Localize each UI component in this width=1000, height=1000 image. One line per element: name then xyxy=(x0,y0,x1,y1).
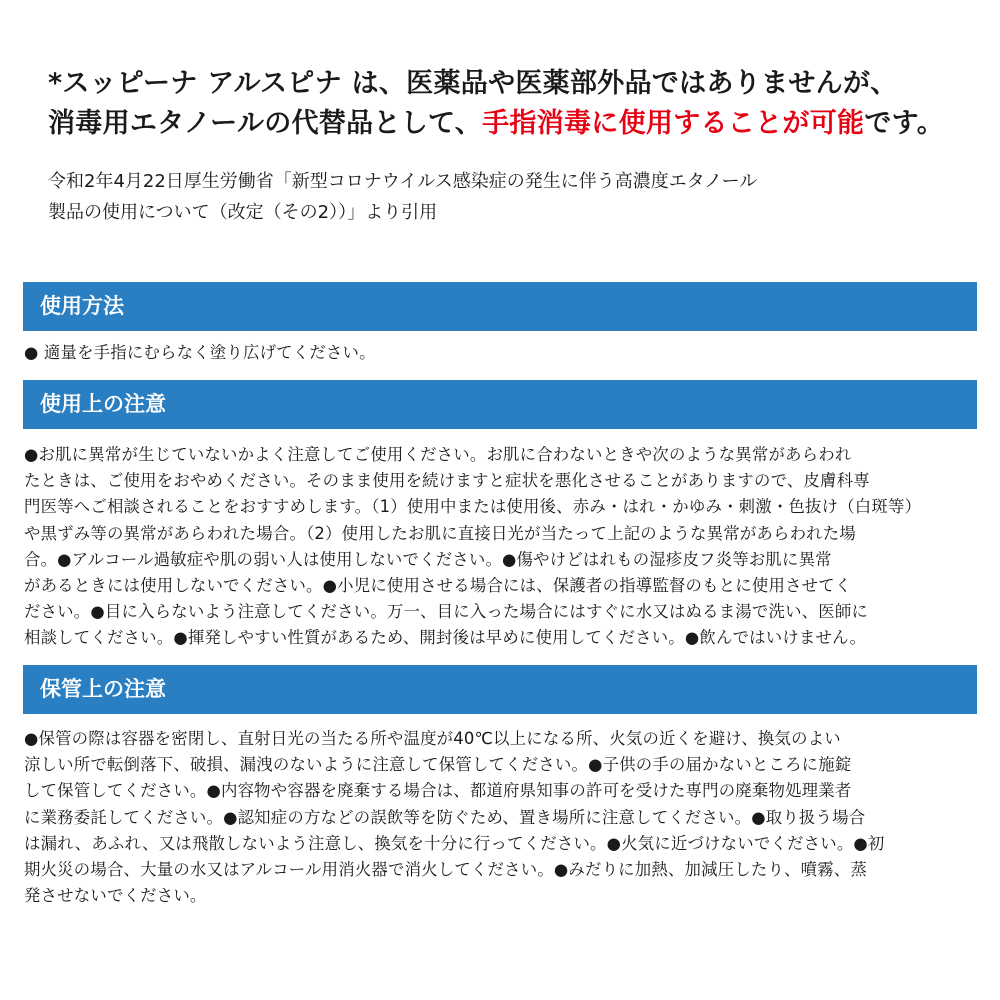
intro-highlight: 手指消毒に使用することが可能 xyxy=(482,108,865,139)
intro-statement xyxy=(48,64,968,144)
caution-header-bar xyxy=(23,380,977,429)
caution-line-7: ださい。●目に入らないよう注意してください。万一、目に入った場合にはすぐに水又はぬるま湯で洗い、医師に xyxy=(24,602,869,622)
storage-title: 保管上の注意 xyxy=(40,677,166,701)
storage-line-4: に業務委託してください。●認知症の方などの誤飲等を防ぐため、置き場所に注意してください。●取り扱う場合 xyxy=(24,807,866,827)
storage-line-2: 涼しい所で転倒落下、破損、漏洩のないように注意して保管してください。●子供の手の届かないところに施錠 xyxy=(24,755,852,775)
usage-body xyxy=(24,340,976,366)
caution-line-4: や黒ずみ等の異常があらわれた場合。（2）使用したお肌に直接日光が当たって上記のような異常があらわれた場 xyxy=(24,523,856,543)
storage-line-6: 期火災の場合、大量の水又はアルコール用消火器で消火してください。●みだりに加熱、加減圧したり、噴霧、蒸 xyxy=(24,860,868,880)
storage-line-1: ●保管の際は容器を密閉し、直射日光の当たる所や温度が40℃以上になる所、火気の近くを避け、換気のよい xyxy=(24,729,841,748)
intro-line-2 xyxy=(48,104,968,144)
caution-body xyxy=(24,442,976,652)
storage-line-7: 発させないでください。 xyxy=(24,886,207,906)
source-line-1: 令和2年4月22日厚生労働省「新型コロナウイルス感染症の発生に伴う高濃度エタノール xyxy=(48,171,758,192)
source-line-2: 製品の使用について（改定（その2））」より引用 xyxy=(48,202,438,223)
storage-line-3: して保管してください。●内容物や容器を廃棄する場合は、都道府県知事の許可を受けた専門の廃棄物処理業者 xyxy=(24,781,852,801)
intro-text-after: です。 xyxy=(864,108,945,139)
source-citation xyxy=(48,166,968,228)
intro-text-before: 消毒用エタノールの代替品として、 xyxy=(48,108,483,139)
caution-line-2: たときは、ご使用をおやめください。そのまま使用を続けますと症状を悪化させることがありますので、皮膚科専 xyxy=(24,471,870,491)
caution-title: 使用上の注意 xyxy=(40,392,166,416)
caution-line-1: ●お肌に異常が生じていないかよく注意してご使用ください。お肌に合わないときや次のような異常があらわれ xyxy=(24,445,852,464)
storage-header-bar xyxy=(23,665,977,714)
caution-line-3: 門医等へご相談されることをおすすめします。（1）使用中または使用後、赤み・はれ・かゆみ・刺激・色抜け（白斑等） xyxy=(24,497,922,517)
storage-body xyxy=(24,726,976,909)
caution-line-6: があるときには使用しないでください。●小児に使用させる場合には、保護者の指導監督のもとに使用させてく xyxy=(24,576,852,596)
usage-line-1: ● 適量を手指にむらなく塗り広げてください。 xyxy=(24,343,376,362)
caution-line-5: 合。●アルコール過敏症や肌の弱い人は使用しないでください。●傷やけどはれもの湿疹皮フ炎等お肌に異常 xyxy=(24,549,832,569)
usage-header-bar xyxy=(23,282,977,331)
usage-title: 使用方法 xyxy=(40,294,124,318)
caution-line-8: 相談してください。●揮発しやすい性質があるため、開封後は早めに使用してください。●飲んではいけません。 xyxy=(24,628,867,648)
storage-line-5: は漏れ、あふれ、又は飛散しないよう注意し、換気を十分に行ってください。●火気に近づけないでください。●初 xyxy=(24,833,885,853)
intro-line-1: *スッピーナ アルスピナ は、医薬品や医薬部外品ではありませんが、 xyxy=(48,68,898,99)
